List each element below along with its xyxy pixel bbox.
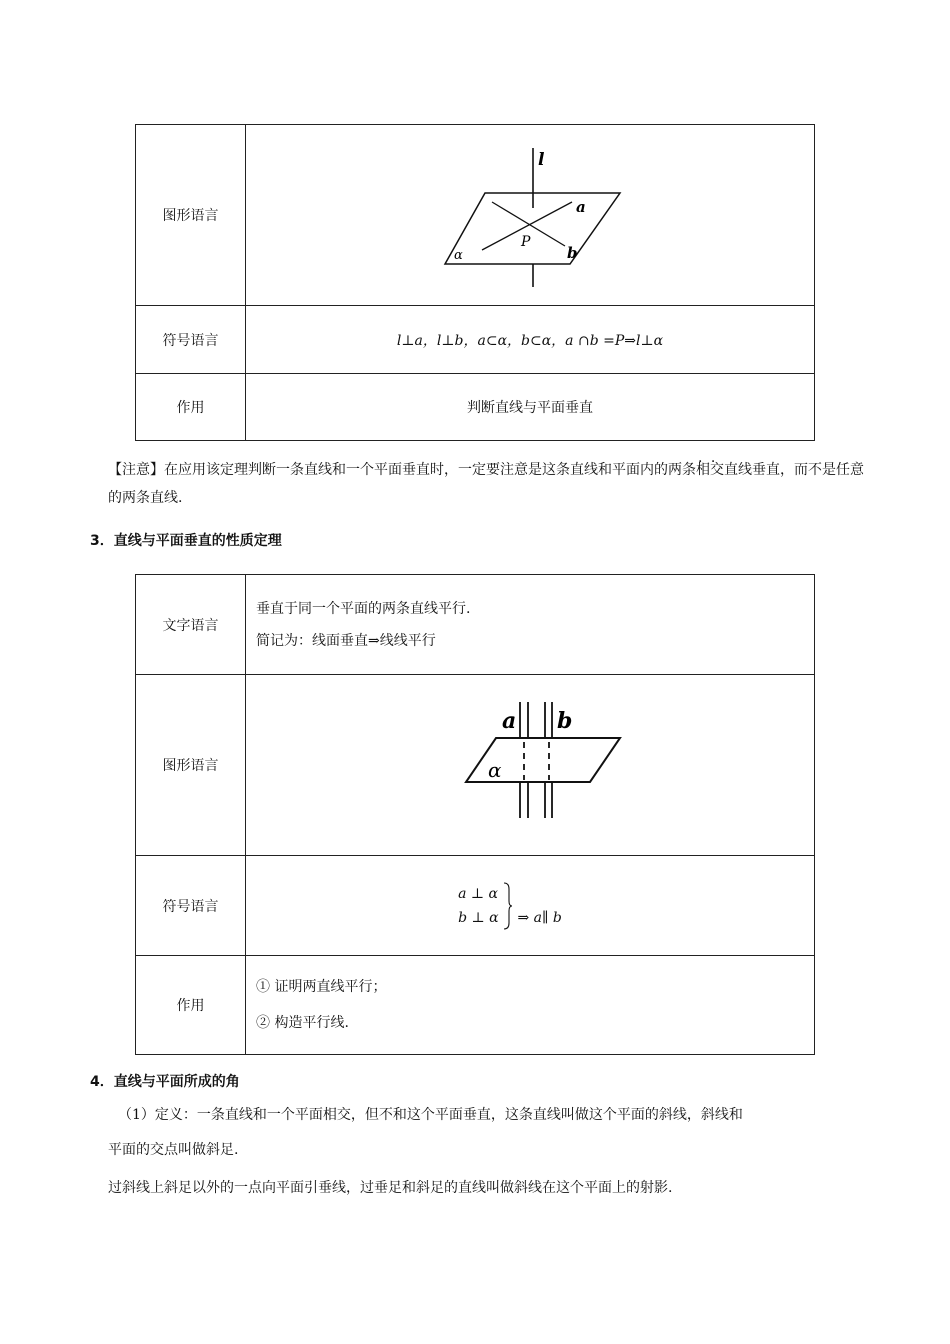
row-label-figure: 图形语言	[136, 125, 246, 306]
label-l: l	[538, 150, 545, 170]
label-b: b	[567, 244, 578, 262]
section-3-heading: 3．直线与平面垂直的性质定理	[90, 533, 282, 549]
note-paragraph: 【注意】在应用该定理判断一条直线和一个平面垂直时，一定要注意是这条直线和平面内的两条相交 · ·直线垂直，而不是任意的两条直线.	[108, 456, 868, 512]
use-list: ① 证明两直线平行； ② 构造平行线.	[246, 956, 815, 1055]
theorem-table-2	[135, 574, 815, 1055]
figure-cell	[246, 125, 815, 306]
row-label-use-2: 作用	[136, 956, 246, 1055]
line-perpendicular-plane-figure	[430, 140, 630, 290]
figure-cell-2	[246, 675, 815, 856]
theorem-table-1	[135, 124, 815, 441]
row-label-figure-2: 图形语言	[136, 675, 246, 856]
row-label-use: 作用	[136, 374, 246, 441]
use-text: 判断直线与平面垂直	[246, 374, 815, 441]
definition-paragraph: （1）定义：一条直线和一个平面相交，但不和这个平面垂直，这条直线叫做这个平面的斜线，斜线和	[118, 1107, 743, 1123]
label-b2: b	[557, 708, 573, 734]
parallel-perpendicular-lines-figure	[446, 700, 626, 830]
emphasis-text: 相交 · ·	[696, 462, 724, 478]
section-4-heading: 4．直线与平面所成的角	[90, 1074, 240, 1090]
label-a2: a	[502, 708, 517, 734]
row-label-symbol: 符号语言	[136, 306, 246, 374]
label-alpha: α	[454, 248, 463, 263]
projection-paragraph: 过斜线上斜足以外的一点向平面引垂线，过垂足和斜足的直线叫做斜线在这个平面上的射影.	[108, 1180, 673, 1196]
text-statement: 垂直于同一个平面的两条直线平行. 简记为：线面垂直⇒线线平行	[246, 575, 815, 675]
row-label-symbol-2: 符号语言	[136, 856, 246, 956]
label-P: P	[521, 234, 531, 250]
right-brace	[503, 881, 513, 931]
label-a: a	[576, 198, 586, 216]
label-alpha2: α	[488, 758, 502, 782]
row-label-text: 文字语言	[136, 575, 246, 675]
symbol-formula: l⊥a，l⊥b，a⊂α，b⊂α，a ∩b =P⇒l⊥α	[246, 306, 815, 374]
definition-paragraph-cont: 平面的交点叫做斜足.	[108, 1142, 239, 1158]
symbol-formula-2: a ⊥ α b ⊥ α ⇒ a∥ b	[246, 856, 815, 956]
